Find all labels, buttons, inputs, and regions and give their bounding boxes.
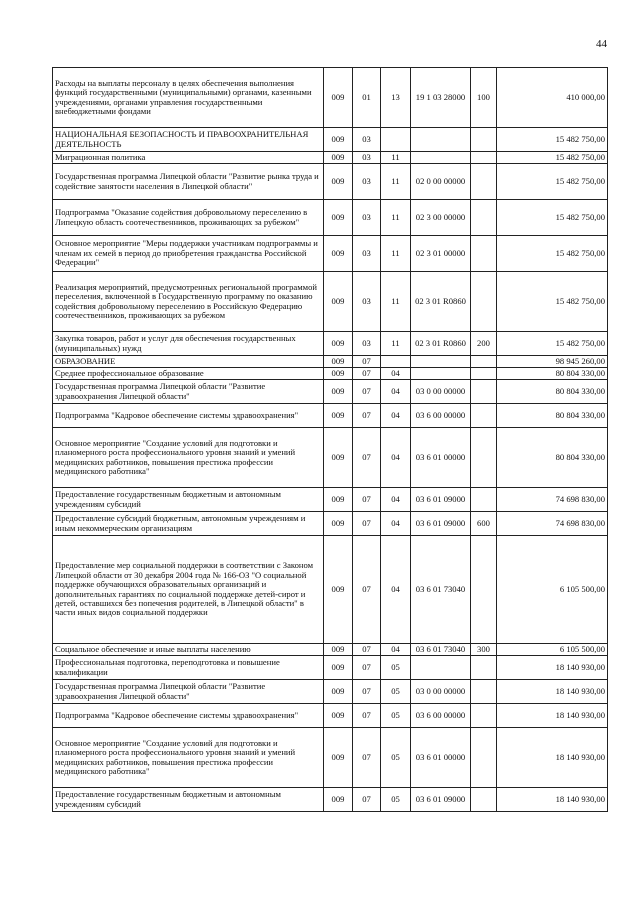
row-name: Основное мероприятие "Создание условий для подготовки и планомерного роста профессионального уровня знаний и умений медицинских работников, повышения престижа профессии медицинского работника" [53,728,324,788]
row-subsection-code: 11 [381,152,411,164]
row-expense-type [471,404,497,428]
row-name: Предоставление государственным бюджетным и автономным учреждениям субсидий [53,488,324,512]
row-target-article: 02 3 01 R0860 [411,272,471,332]
row-subsection-code: 04 [381,644,411,656]
row-target-article [411,356,471,368]
row-subsection-code: 04 [381,428,411,488]
row-ved-code: 009 [324,536,353,644]
row-ved-code: 009 [324,152,353,164]
row-section-code: 07 [353,728,381,788]
row-amount: 15 482 750,00 [497,128,608,152]
table-row [53,488,608,512]
row-expense-type: 600 [471,512,497,536]
row-ved-code: 009 [324,728,353,788]
table-row [53,356,608,368]
row-expense-type [471,656,497,680]
row-section-code: 07 [353,536,381,644]
row-name: Социальное обеспечение и иные выплаты населению [53,644,324,656]
row-target-article: 02 0 00 00000 [411,164,471,200]
row-ved-code: 009 [324,428,353,488]
table-row [53,656,608,680]
row-expense-type [471,236,497,272]
row-target-article: 03 6 01 00000 [411,728,471,788]
row-name: Среднее профессиональное образование [53,368,324,380]
row-ved-code: 009 [324,356,353,368]
row-subsection-code: 11 [381,332,411,356]
row-section-code: 07 [353,380,381,404]
budget-table [52,67,608,812]
row-ved-code: 009 [324,200,353,236]
row-target-article: 19 1 03 28000 [411,68,471,128]
row-name: Предоставление субсидий бюджетным, автономным учреждениям и иным некоммерческим организациям [53,512,324,536]
row-amount: 18 140 930,00 [497,788,608,812]
row-subsection-code: 11 [381,236,411,272]
row-amount: 80 804 330,00 [497,368,608,380]
row-section-code: 07 [353,488,381,512]
row-target-article: 03 6 00 00000 [411,404,471,428]
row-subsection-code: 04 [381,536,411,644]
row-subsection-code: 04 [381,512,411,536]
table-row [53,380,608,404]
table-row [53,680,608,704]
row-amount: 15 482 750,00 [497,272,608,332]
table-row [53,236,608,272]
page-number: 44 [596,38,607,50]
row-amount: 15 482 750,00 [497,332,608,356]
row-subsection-code: 13 [381,68,411,128]
row-name: Подпрограмма "Оказание содействия добровольному переселению в Липецкую область соотечественников, проживающих за рубежом" [53,200,324,236]
row-target-article: 03 6 01 00000 [411,428,471,488]
row-expense-type [471,488,497,512]
row-amount: 80 804 330,00 [497,380,608,404]
row-expense-type: 100 [471,68,497,128]
row-expense-type [471,200,497,236]
row-target-article [411,368,471,380]
row-name: Реализация мероприятий, предусмотренных региональной программой переселения, включенной в Государственную программу по оказанию содействия добровольному переселению в Российскую Федерацию соотечественников, проживающих за рубежом [53,272,324,332]
row-target-article: 03 0 00 00000 [411,380,471,404]
table-row [53,164,608,200]
table-row [53,68,608,128]
row-amount: 410 000,00 [497,68,608,128]
table-row [53,644,608,656]
row-expense-type [471,704,497,728]
row-expense-type [471,536,497,644]
row-amount: 15 482 750,00 [497,152,608,164]
row-subsection-code [381,356,411,368]
row-subsection-code: 05 [381,728,411,788]
row-name: Основное мероприятие "Создание условий для подготовки и планомерного роста профессионального уровня знаний и умений медицинских работников, повышения престижа профессии медицинского работника" [53,428,324,488]
row-ved-code: 009 [324,332,353,356]
row-expense-type [471,728,497,788]
row-ved-code: 009 [324,272,353,332]
row-subsection-code: 04 [381,368,411,380]
row-amount: 15 482 750,00 [497,200,608,236]
row-section-code: 07 [353,680,381,704]
row-amount: 18 140 930,00 [497,704,608,728]
row-ved-code: 009 [324,656,353,680]
row-target-article [411,152,471,164]
row-ved-code: 009 [324,368,353,380]
table-row [53,128,608,152]
row-section-code: 03 [353,200,381,236]
row-name: Профессиональная подготовка, переподготовка и повышение квалификации [53,656,324,680]
row-subsection-code: 11 [381,164,411,200]
row-amount: 15 482 750,00 [497,164,608,200]
table-row [53,512,608,536]
table-row [53,536,608,644]
row-name: Предоставление государственным бюджетным и автономным учреждениям субсидий [53,788,324,812]
row-ved-code: 009 [324,488,353,512]
row-ved-code: 009 [324,512,353,536]
row-section-code: 07 [353,368,381,380]
row-section-code: 03 [353,332,381,356]
row-name: Предоставление мер социальной поддержки в соответствии с Законом Липецкой области от 30 декабря 2004 года № 166-ОЗ "О социальной поддержке обучающихся образовательных организаций и дополнительных гарантиях по социальной поддержке детей-сирот и детей, оставшихся без попечения родителей, в Липецкой области" в части иных видов социальной поддержки [53,536,324,644]
row-expense-type [471,152,497,164]
row-name: Основное мероприятие "Меры поддержки участникам подпрограммы и членам их семей в период до приобретения гражданства Российской Федерации" [53,236,324,272]
row-subsection-code: 05 [381,656,411,680]
row-section-code: 07 [353,356,381,368]
row-expense-type [471,788,497,812]
row-target-article: 03 0 00 00000 [411,680,471,704]
row-name: Подпрограмма "Кадровое обеспечение системы здравоохранения" [53,404,324,428]
row-target-article: 03 6 01 09000 [411,788,471,812]
row-amount: 18 140 930,00 [497,680,608,704]
row-section-code: 03 [353,164,381,200]
row-subsection-code: 04 [381,404,411,428]
row-section-code: 07 [353,512,381,536]
row-name: ОБРАЗОВАНИЕ [53,356,324,368]
table-row [53,200,608,236]
row-ved-code: 009 [324,68,353,128]
row-expense-type [471,128,497,152]
row-ved-code: 009 [324,680,353,704]
row-amount: 98 945 260,00 [497,356,608,368]
row-expense-type: 200 [471,332,497,356]
row-section-code: 07 [353,404,381,428]
row-name: Миграционная политика [53,152,324,164]
row-name: Закупка товаров, работ и услуг для обеспечения государственных (муниципальных) нужд [53,332,324,356]
row-section-code: 03 [353,272,381,332]
row-ved-code: 009 [324,128,353,152]
row-section-code: 03 [353,236,381,272]
row-section-code: 07 [353,428,381,488]
row-amount: 80 804 330,00 [497,428,608,488]
row-section-code: 07 [353,656,381,680]
row-amount: 6 105 500,00 [497,644,608,656]
row-amount: 15 482 750,00 [497,236,608,272]
table-row [53,788,608,812]
table-row [53,368,608,380]
row-target-article: 03 6 01 09000 [411,512,471,536]
row-subsection-code: 04 [381,488,411,512]
row-section-code: 07 [353,788,381,812]
table-row [53,728,608,788]
row-target-article [411,128,471,152]
row-name: Государственная программа Липецкой области "Развитие здравоохранения Липецкой области" [53,380,324,404]
row-expense-type [471,356,497,368]
row-name: Подпрограмма "Кадровое обеспечение системы здравоохранения" [53,704,324,728]
row-amount: 74 698 830,00 [497,488,608,512]
row-section-code: 07 [353,644,381,656]
row-target-article [411,656,471,680]
row-section-code: 07 [353,704,381,728]
row-expense-type [471,428,497,488]
row-target-article: 03 6 00 00000 [411,704,471,728]
row-subsection-code: 11 [381,200,411,236]
row-ved-code: 009 [324,164,353,200]
table-row [53,272,608,332]
table-row [53,404,608,428]
row-subsection-code: 11 [381,272,411,332]
row-expense-type [471,680,497,704]
row-expense-type [471,164,497,200]
row-target-article: 02 3 01 R0860 [411,332,471,356]
table-row [53,152,608,164]
row-amount: 6 105 500,00 [497,536,608,644]
table-row [53,428,608,488]
row-amount: 18 140 930,00 [497,656,608,680]
row-amount: 18 140 930,00 [497,728,608,788]
row-subsection-code: 04 [381,380,411,404]
row-name: Государственная программа Липецкой области "Развитие рынка труда и содействие занятости населения в Липецкой области" [53,164,324,200]
table-row [53,704,608,728]
row-subsection-code: 05 [381,704,411,728]
row-name: Расходы на выплаты персоналу в целях обеспечения выполнения функций государственными (муниципальными) органами, казенными учреждениями, органами управления государственными внебюджетными фондами [53,68,324,128]
row-name: НАЦИОНАЛЬНАЯ БЕЗОПАСНОСТЬ И ПРАВООХРАНИТЕЛЬНАЯ ДЕЯТЕЛЬНОСТЬ [53,128,324,152]
row-target-article: 02 3 01 00000 [411,236,471,272]
row-subsection-code: 05 [381,680,411,704]
row-expense-type [471,272,497,332]
row-subsection-code [381,128,411,152]
row-ved-code: 009 [324,704,353,728]
row-ved-code: 009 [324,788,353,812]
row-target-article: 02 3 00 00000 [411,200,471,236]
row-amount: 74 698 830,00 [497,512,608,536]
table-body [53,68,608,812]
row-target-article: 03 6 01 73040 [411,644,471,656]
row-ved-code: 009 [324,380,353,404]
row-target-article: 03 6 01 73040 [411,536,471,644]
row-name: Государственная программа Липецкой области "Развитие здравоохранения Липецкой области" [53,680,324,704]
row-section-code: 01 [353,68,381,128]
row-expense-type [471,380,497,404]
row-ved-code: 009 [324,236,353,272]
row-ved-code: 009 [324,404,353,428]
row-target-article: 03 6 01 09000 [411,488,471,512]
row-expense-type [471,368,497,380]
row-amount: 80 804 330,00 [497,404,608,428]
table-row [53,332,608,356]
row-expense-type: 300 [471,644,497,656]
row-section-code: 03 [353,152,381,164]
row-subsection-code: 05 [381,788,411,812]
row-ved-code: 009 [324,644,353,656]
row-section-code: 03 [353,128,381,152]
